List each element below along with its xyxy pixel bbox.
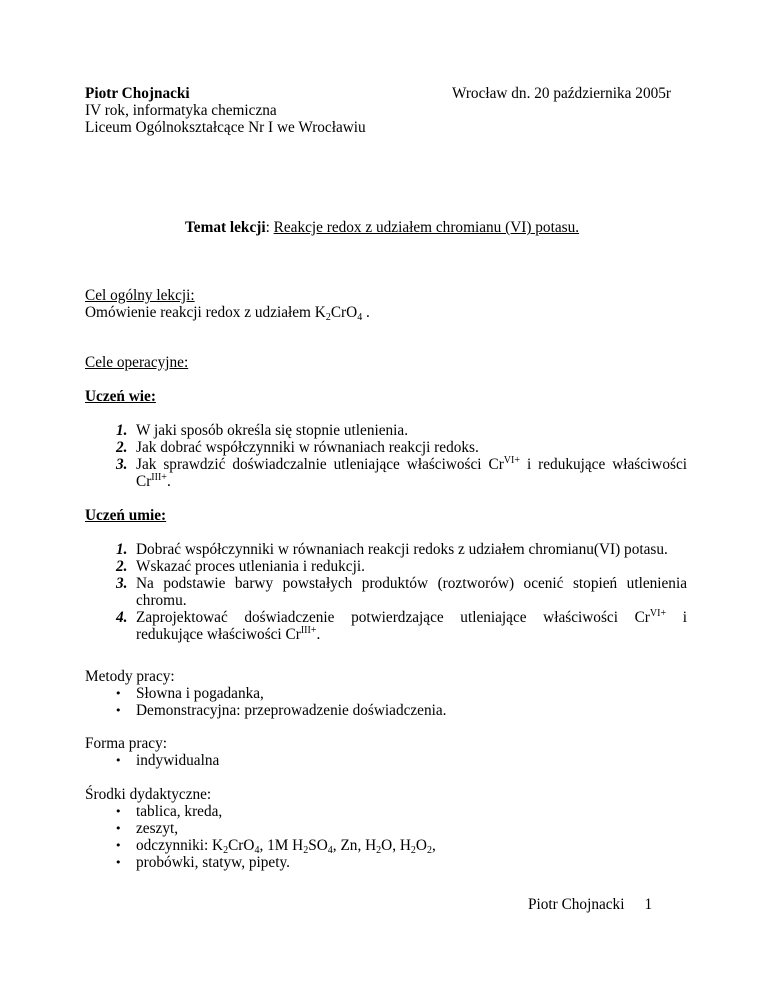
author-name: Piotr Chojnacki (85, 85, 190, 102)
topic-label: Temat lekcji (185, 219, 266, 236)
form-heading: Forma pracy: (85, 735, 167, 752)
topic-colon: : (265, 219, 274, 236)
bullet-icon: • (115, 805, 122, 818)
bullet-icon: • (115, 839, 122, 852)
place-date: Wrocław dn. 20 października 2005r (452, 85, 671, 102)
footer-author: Piotr Chojnacki (528, 896, 625, 913)
page-number: 1 (644, 896, 653, 913)
general-goal-section (85, 287, 370, 321)
author-school: Liceum Ogólnokształcące Nr I we Wrocławiu (85, 119, 366, 136)
can-heading: Uczeń umie: (85, 507, 167, 524)
bullet-icon: • (115, 687, 122, 700)
general-goal-text: Omówienie reakcji redox z udziałem $K_2CrO_4$ . (85, 304, 370, 323)
bullet-icon: • (115, 754, 122, 767)
knows-heading: Uczeń wie: (85, 388, 156, 405)
author-year-field: IV rok, informatyka chemiczna (85, 102, 277, 119)
operational-goals-heading: Cele operacyjne: (85, 354, 189, 371)
general-goal-heading: Cel ogólny lekcji: (85, 287, 195, 304)
lesson-topic (185, 219, 579, 236)
bullet-icon: • (115, 822, 122, 835)
bullet-icon: • (115, 856, 122, 869)
bullet-icon: • (115, 704, 122, 717)
topic-title: Reakcje redox z udziałem chromianu (VI) potasu. (273, 219, 580, 236)
page-footer (528, 896, 652, 913)
methods-heading: Metody pracy: (85, 668, 175, 685)
aids-heading: Środki dydaktyczne: (85, 786, 212, 803)
header-author-block (85, 85, 366, 136)
